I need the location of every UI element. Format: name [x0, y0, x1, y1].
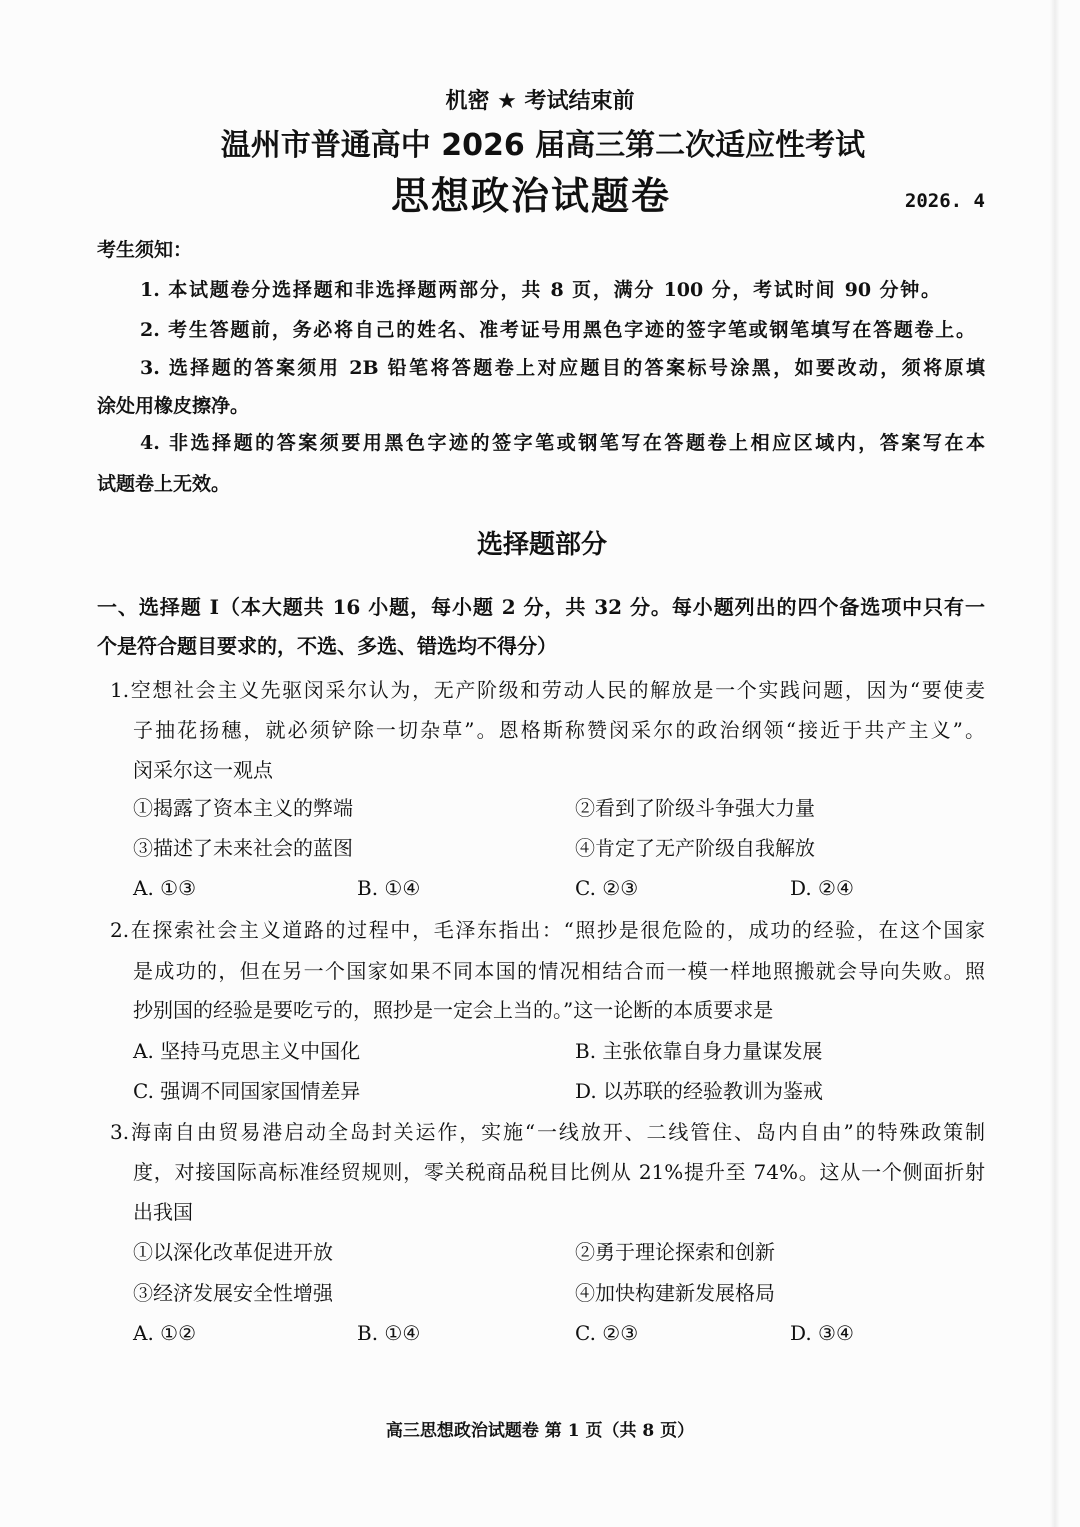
notice-heading: 考生须知：	[97, 239, 193, 261]
question-2-stem-line: 是成功的，但在另一个国家如果不同本国的情况相结合而一模一样地照搬就会导向失败。照	[133, 959, 985, 983]
question-3-statement-2: ②勇于理论探索和创新	[575, 1240, 775, 1264]
confidential-mark: 机密 ★ 考试结束前	[445, 89, 635, 114]
question-3-stem-line: 3.海南自由贸易港启动全岛封关运作，实施“一线放开、二线管住、岛内自由”的特殊政策制	[110, 1120, 985, 1144]
exam-date: 2026. 4	[904, 190, 985, 212]
exam-title: 温州市普通高中 2026 届高三第二次适应性考试	[220, 128, 866, 163]
notice-item-3-line: 3. 选择题的答案须用 2B 铅笔将答题卷上对应题目的答案标号涂黑，如要改动，须将原填	[140, 357, 985, 379]
question-1-statement-1: ①揭露了资本主义的弊端	[133, 796, 353, 820]
notice-item-4-line: 4. 非选择题的答案须要用黑色字迹的签字笔或钢笔写在答题卷上相应区域内，答案写在本	[140, 432, 985, 454]
question-3-statement-1: ①以深化改革促进开放	[133, 1240, 333, 1264]
question-3-statement-3: ③经济发展安全性增强	[133, 1281, 333, 1305]
question-1-choice-a: A. ①③	[133, 876, 197, 900]
question-3-choice-a: A. ①②	[133, 1321, 197, 1345]
question-3-choice-d: D. ③④	[790, 1321, 854, 1345]
question-2-stem-line: 抄别国的经验是要吃亏的，照抄是一定会上当的。”这一论断的本质要求是	[133, 998, 774, 1022]
question-1-statement-3: ③描述了未来社会的蓝图	[133, 836, 353, 860]
exam-subtitle: 思想政治试题卷	[390, 174, 671, 218]
notice-item-4-line: 试题卷上无效。	[97, 473, 231, 495]
question-2-choice-a: A. 坚持马克思主义中国化	[133, 1039, 361, 1063]
question-3-stem-line: 度，对接国际高标准经贸规则，零关税商品税目比例从 21%提升至 74%。这从一个侧面折射	[133, 1160, 985, 1184]
part-heading-line: 个是符合题目要求的，不选、多选、错选均不得分）	[97, 634, 557, 658]
question-2-choice-c: C. 强调不同国家国情差异	[133, 1079, 361, 1103]
question-1-stem-line: 子抽花扬穗，就必须铲除一切杂草”。恩格斯称赞闵采尔的政治纲领“接近于共产主义”。	[133, 718, 985, 742]
question-3-choice-c: C. ②③	[575, 1321, 639, 1345]
question-3-stem-line: 出我国	[133, 1200, 193, 1224]
question-2-stem-line: 2.在探索社会主义道路的过程中，毛泽东指出：“照抄是很危险的，成功的经验，在这个国家	[110, 918, 985, 942]
question-1-statement-4: ④肯定了无产阶级自我解放	[575, 836, 815, 860]
question-1-stem-line: 1.空想社会主义先驱闵采尔认为，无产阶级和劳动人民的解放是一个实践问题，因为“要使麦	[110, 678, 985, 702]
question-1-choice-b: B. ①④	[357, 876, 421, 900]
scan-edge-shadow	[1050, 0, 1060, 1527]
question-2-choice-b: B. 主张依靠自身力量谋发展	[575, 1039, 823, 1063]
page-footer: 高三思想政治试题卷 第 1 页（共 8 页）	[385, 1421, 695, 1441]
part-heading-line: 一、选择题 I（本大题共 16 小题，每小题 2 分，共 32 分。每小题列出的四个备选项中只有一	[97, 595, 985, 619]
question-1-stem-line: 闵采尔这一观点	[133, 758, 273, 782]
question-2-choice-d: D. 以苏联的经验教训为鉴戒	[575, 1079, 824, 1103]
question-3-statement-4: ④加快构建新发展格局	[575, 1281, 775, 1305]
question-1-statement-2: ②看到了阶级斗争强大力量	[575, 796, 815, 820]
question-1-choice-d: D. ②④	[790, 876, 854, 900]
notice-item-1: 1. 本试题卷分选择题和非选择题两部分，共 8 页，满分 100 分，考试时间 90 分钟。	[140, 279, 940, 301]
question-1-choice-c: C. ②③	[575, 876, 639, 900]
notice-item-2: 2. 考生答题前，务必将自己的姓名、准考证号用黑色字迹的签字笔或钢笔填写在答题卷上。	[140, 319, 975, 341]
notice-item-3-line: 涂处用橡皮擦净。	[97, 395, 250, 417]
question-3-choice-b: B. ①④	[357, 1321, 421, 1345]
section-title: 选择题部分	[476, 530, 607, 560]
